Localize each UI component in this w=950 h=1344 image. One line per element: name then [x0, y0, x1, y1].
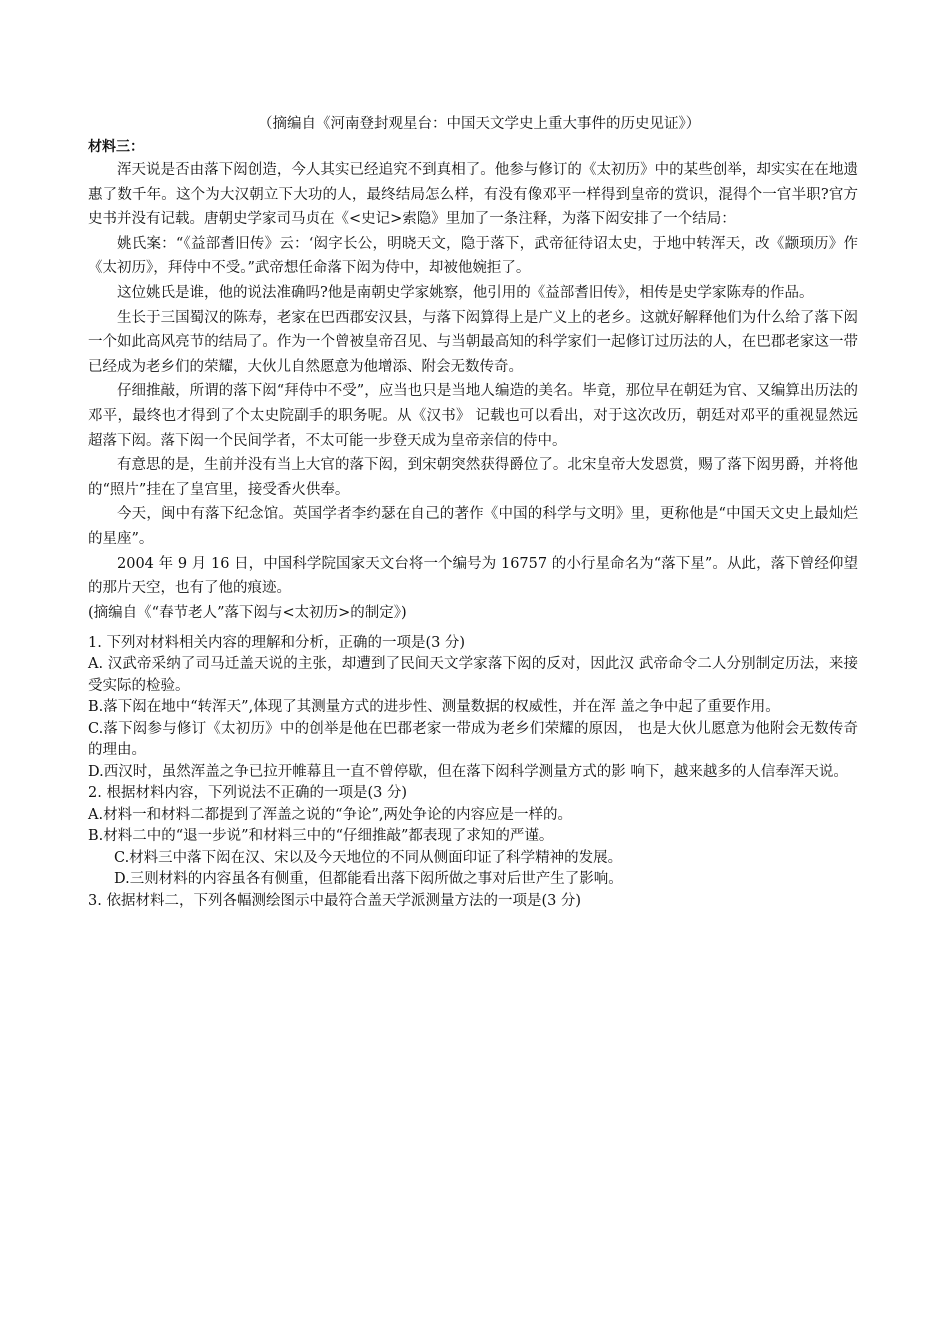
questions-section: [88, 633, 858, 913]
document-page: [88, 112, 858, 912]
source-citation-top: （摘编自《河南登封观星台：中国天文学史上重大事件的历史见证》）: [258, 116, 701, 132]
paragraph: 仔细推敲，所谓的落下闳“拜侍中不受”，应当也只是当地人编造的美名。毕竟，那位早在朝廷为官、又编算出历法的邓平，最终也才得到了个太史院副手的职务呢。从《汉书》 记载也可以看出，对于这次改历，朝廷对邓平的重视显然远超落下闳。落下闳一个民间学者，不太可能一步登天成为皇帝亲信的侍中。: [88, 383, 858, 449]
paragraph: 2004 年 9 月 16 日，中国科学院国家天文台将一个编号为 16757 的小行星命名为“落下星”。从此，落下曾经仰望的那片天空，也有了他的痕迹。: [88, 555, 858, 597]
question-stem: 1. 下列对材料相关内容的理解和分析，正确的一项是(3 分): [88, 634, 466, 651]
question-stem: 2. 根据材料内容，下列说法不正确的一项是(3 分): [88, 785, 408, 802]
question-option: C.落下闳参与修订《太初历》中的创举是他在巴郡老家一带成为老乡们荣耀的原因， 也是大伙儿愿意为他附会无数传奇的理由。: [88, 720, 858, 759]
question-option: D.三则材料的内容虽各有侧重，但都能看出落下闳所做之事对后世产生了影响。: [114, 871, 623, 888]
paragraph: 有意思的是，生前并没有当上大官的落下闳，到宋朝突然获得爵位了。北宋皇帝大发恩赏，赐了落下闳男爵，并将他的“照片”挂在了皇宫里，接受香火供奉。: [88, 457, 858, 498]
question-stem: 3. 依据材料二，下列各幅测绘图示中最符合盖天学派测量方法的一项是(3 分): [88, 892, 582, 909]
paragraph: 姚氏案：“《益部耆旧传》云：‘闳字长公，明晓天文，隐于落下，武帝征待诏太史，于地中转浑天，改《颛顼历》作《太初历》，拜侍中不受。”武帝想任命落下闳为侍中，却被他婉拒了。: [88, 235, 858, 277]
paragraph: 浑天说是否由落下闳创造，今人其实已经追究不到真相了。他参与修订的《太初历》中的某些创举，却实实在在地遗惠了数千年。这个为大汉朝立下大功的人，最终结局怎么样，有没有像邓平一样得到皇帝的赏识，混得个一官半职?官方史书并没有记载。唐朝史学家司马贞在《<史记>索隐》里加了一条注释，为落下闳安排了一个结局：: [88, 162, 858, 228]
paragraph: 生长于三国蜀汉的陈寿，老家在巴西郡安汉县，与落下闳算得上是广义上的老乡。这就好解释他们为什么给了落下闳一个如此高风亮节的结局了。作为一个曾被皇帝召见、与当朝最高知的科学家们一起修订过历法的人，在巴郡老家这一带已经成为老乡们的荣耀，大伙儿自然愿意为他增添、附会无数传奇。: [88, 309, 858, 375]
question-option: A.材料一和材料二都提到了浑盖之说的“争论”,两处争论的内容应是一样的。: [88, 806, 573, 823]
question-option: B.落下闳在地中“转浑天”,体现了其测量方式的进步性、测量数据的权威性，并在浑 盖之争中起了重要作用。: [88, 699, 780, 716]
question-option: A. 汉武帝采纳了司马迁盖天说的主张，却遭到了民间天文学家落下闳的反对，因此汉 武帝命令二人分别制定历法，来接受实际的检验。: [88, 656, 858, 694]
paragraph: 这位姚氏是谁，他的说法准确吗?他是南朝史学家姚察，他引用的《益部耆旧传》，相传是史学家陈寿的作品。: [117, 284, 814, 301]
question-option: B.材料二中的“退一步说”和材料三中的“仔细推敲”都表现了求知的严谨。: [88, 828, 554, 845]
source-citation-bottom: (摘编自《“春节老人”落下闳与<太初历>的制定》): [88, 604, 407, 621]
question-option: D.西汉时，虽然浑盖之争已拉开帷幕且一直不曾停歇，但在落下闳科学测量方式的影 响下，越来越多的人信奉浑天说。: [88, 763, 848, 780]
paragraph: 今天，闽中有落下纪念馆。英国学者李约瑟在自己的著作《中国的科学与文明》里，更称他是“中国天文史上最灿烂的星座”。: [88, 506, 858, 547]
material-three-label: 材料三：: [88, 139, 144, 155]
question-option: C.材料三中落下闳在汉、宋以及今天地位的不同从侧面印证了科学精神的发展。: [114, 849, 623, 866]
